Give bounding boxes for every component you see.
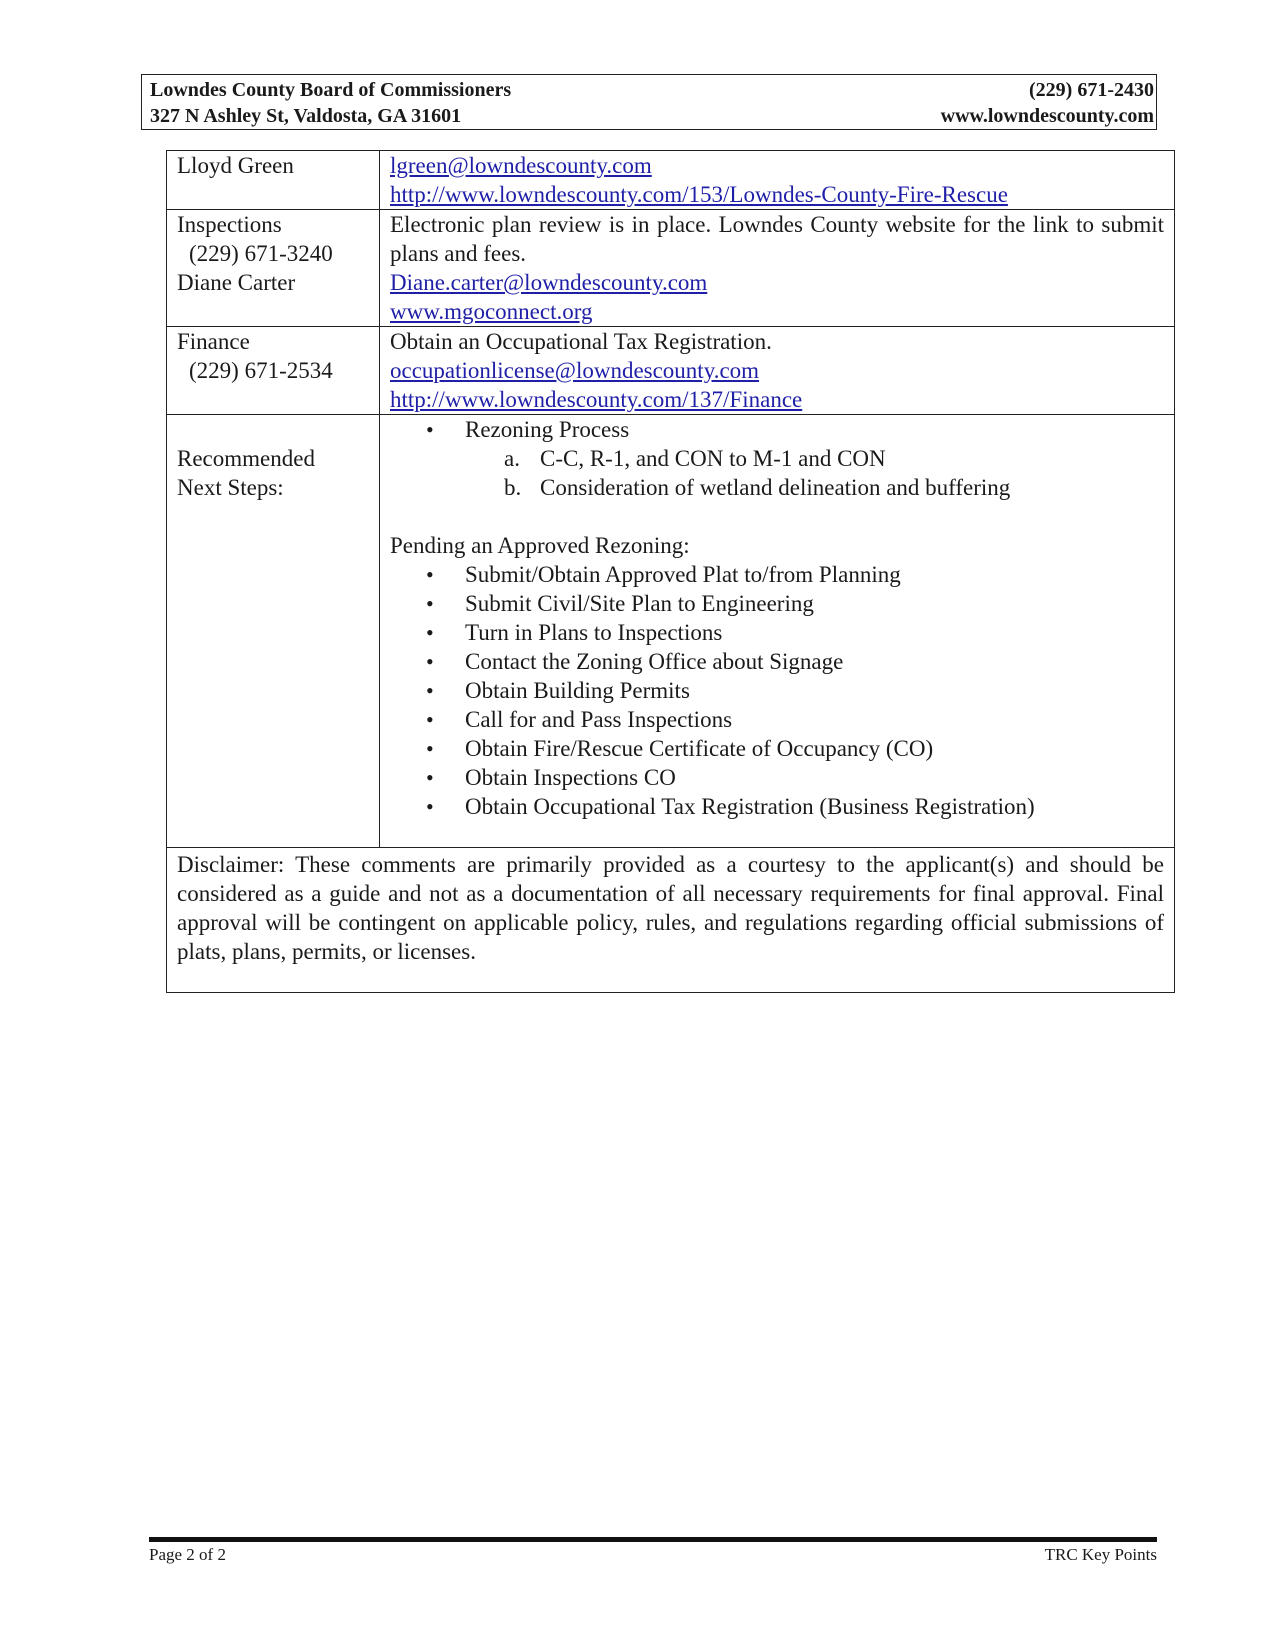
rezoning-sublist xyxy=(390,444,1164,502)
finance-text: Obtain an Occupational Tax Registration. xyxy=(390,329,772,354)
document-title: TRC Key Points xyxy=(1044,1545,1157,1564)
footer-divider xyxy=(149,1537,1157,1542)
fire-website-link[interactable]: http://www.lowndescounty.com/153/Lowndes-County-Fire-Rescue xyxy=(390,182,1008,207)
list-item: • Obtain Fire/Rescue Certificate of Occupancy (CO) xyxy=(390,734,1164,763)
row-content xyxy=(380,210,1175,327)
list-item xyxy=(390,473,1164,502)
org-website: www.lowndescounty.com xyxy=(940,105,1154,127)
table-row-fire xyxy=(167,151,1175,210)
row-label xyxy=(167,327,380,415)
list-item-text: C-C, R-1, and CON to M-1 and CON xyxy=(540,446,886,471)
next-steps-label-line2: Next Steps: xyxy=(177,475,284,500)
review-comments-table xyxy=(166,150,1175,993)
list-item: • Rezoning Process xyxy=(390,415,1164,444)
page-header xyxy=(141,74,1157,130)
mgoconnect-link[interactable]: www.mgoconnect.org xyxy=(390,299,593,324)
row-label xyxy=(167,210,380,327)
inspections-email-link[interactable]: Diane.carter@lowndescounty.com xyxy=(390,270,708,295)
row-label xyxy=(167,415,380,848)
disclaimer-text: Disclaimer: These comments are primarily provided as a courtesy to the applicant(s) and should be considered as a guide and not as a documentation of all necessary requirements for final approval. Final approval will be contingent on applicable policy, rules, and regulations regarding official submissions of plats, plans, permits, or licenses. xyxy=(167,848,1175,993)
row-content xyxy=(380,151,1175,210)
finance-email-link[interactable]: occupationlicense@lowndescounty.com xyxy=(390,358,760,383)
list-item xyxy=(390,444,1164,473)
page-number: Page 2 of 2 xyxy=(149,1545,226,1564)
list-item: • Submit/Obtain Approved Plat to/from Planning xyxy=(390,560,1164,589)
list-marker: a. xyxy=(504,446,520,471)
pending-heading: Pending an Approved Rezoning: xyxy=(390,533,690,558)
list-item: • Obtain Building Permits xyxy=(390,676,1164,705)
list-marker: b. xyxy=(504,475,522,500)
list-item: • Obtain Occupational Tax Registration (Business Registration) xyxy=(390,792,1164,821)
list-item: • Call for and Pass Inspections xyxy=(390,705,1164,734)
fire-email-link[interactable]: lgreen@lowndescounty.com xyxy=(390,153,652,178)
org-name: Lowndes County Board of Commissioners xyxy=(150,79,512,101)
department-phone: (229) 671-3240 xyxy=(189,241,333,266)
pending-list xyxy=(390,560,1164,821)
row-content xyxy=(380,327,1175,415)
department-name: Inspections xyxy=(177,212,282,237)
contact-name: Lloyd Green xyxy=(177,153,294,178)
rezoning-list xyxy=(390,415,1164,444)
table-row-finance xyxy=(167,327,1175,415)
table-row-inspections xyxy=(167,210,1175,327)
department-name: Finance xyxy=(177,329,250,354)
list-item-text: Consideration of wetland delineation and buffering xyxy=(540,475,1011,500)
contact-name: Diane Carter xyxy=(177,270,296,295)
table-row-next-steps xyxy=(167,415,1175,848)
next-steps-label-line1: Recommended xyxy=(177,446,315,471)
list-item: • Submit Civil/Site Plan to Engineering xyxy=(390,589,1164,618)
row-content xyxy=(380,415,1175,848)
department-phone: (229) 671-2534 xyxy=(189,358,333,383)
finance-website-link[interactable]: http://www.lowndescounty.com/137/Finance xyxy=(390,387,803,412)
table-row-disclaimer xyxy=(167,848,1175,993)
list-item: • Obtain Inspections CO xyxy=(390,763,1164,792)
org-phone: (229) 671-2430 xyxy=(1029,79,1154,101)
org-address: 327 N Ashley St, Valdosta, GA 31601 xyxy=(150,105,462,127)
list-item: • Contact the Zoning Office about Signage xyxy=(390,647,1164,676)
list-item: • Turn in Plans to Inspections xyxy=(390,618,1164,647)
inspections-text: Electronic plan review is in place. Lowndes County website for the link to submit plans and fees. xyxy=(390,212,1164,266)
row-label xyxy=(167,151,380,210)
